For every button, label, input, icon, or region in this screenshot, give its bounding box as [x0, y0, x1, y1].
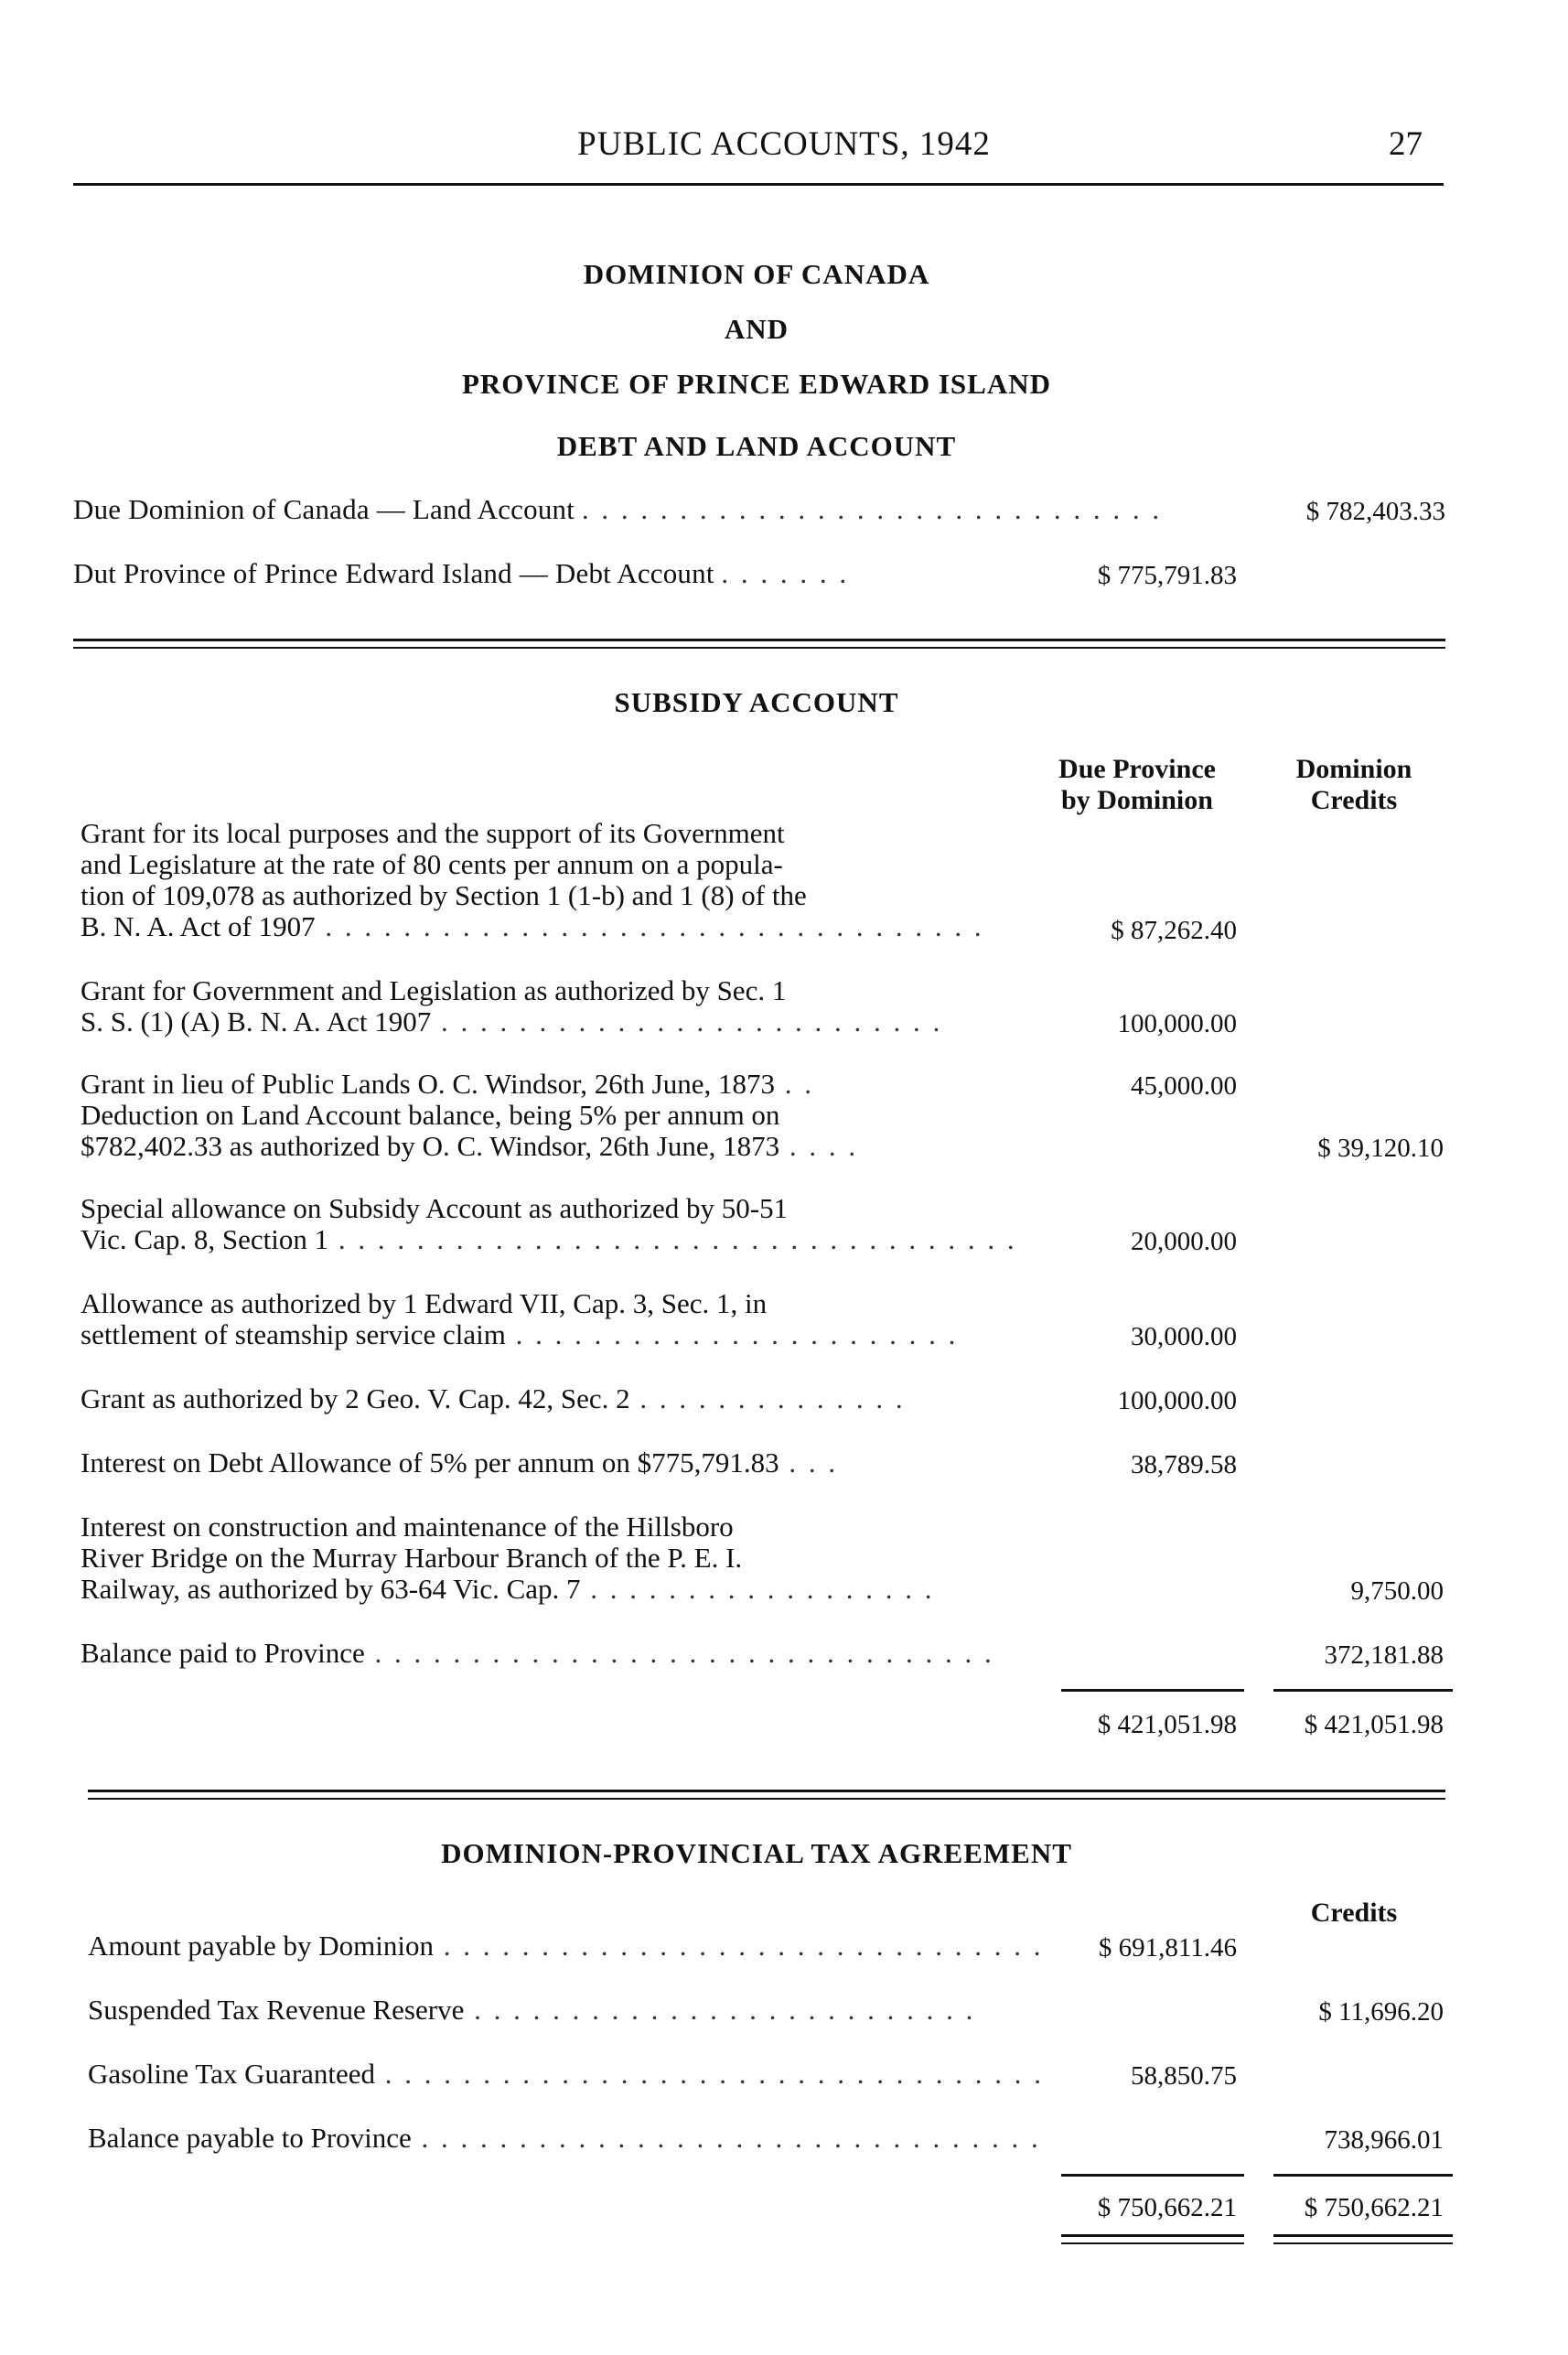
subsidy-due-amount: 45,000.00: [1131, 1071, 1237, 1101]
tax-row-label: Gasoline Tax Guaranteed . . . . . . . . . . . . . . . . . . . . . . . . . . . . . . . . . .: [88, 2058, 1045, 2090]
subsidy-credit-amount: 372,181.88: [1324, 1640, 1444, 1670]
section-heading-debt-land: DEBT AND LAND ACCOUNT: [556, 430, 957, 462]
tax-credit-amount: 738,966.01: [1324, 2125, 1444, 2155]
subsidy-credit-amount: $ 39,120.10: [1317, 1134, 1444, 1163]
subsidy-due-amount: 100,000.00: [1117, 1009, 1237, 1038]
total-double-rule: [1061, 2234, 1244, 2244]
column-header-dominion-credits: Dominion Credits: [1295, 754, 1412, 815]
subsidy-row-description: Balance paid to Province . . . . . . . . . . . . . . . . . . . . . . . . . . . . . . . .: [81, 1637, 994, 1669]
subsidy-credit-amount: 9,750.00: [1350, 1576, 1444, 1606]
subsidy-due-amount: 20,000.00: [1131, 1227, 1237, 1256]
page-number: 27: [1389, 125, 1423, 163]
subsidy-total-due: $ 421,051.98: [1097, 1710, 1237, 1739]
subsidy-row-description: Interest on construction and maintenance of the Hillsboro River Bridge on the Murray Harbour Branch of the P. E. I. Railway, as authorized by 63-64 Vic. Cap. 7 . . . . . . . . . . . . . . . . . .: [81, 1511, 935, 1605]
column-header-credits: Credits: [1310, 1898, 1398, 1928]
subsidy-due-amount: $ 87,262.40: [1111, 916, 1237, 945]
subsidy-row-description: Deduction on Land Account balance, being 5% per annum on $782,402.33 as authorized by O. C. Windsor, 26th June, 1873 . . . .: [81, 1099, 859, 1162]
subsidy-row-description: Allowance as authorized by 1 Edward VII, Cap. 3, Sec. 1, in settlement of steamship service claim . . . . . . . . . . . . . . . . . . . . . . .: [81, 1287, 959, 1350]
total-double-rule: [1273, 2234, 1453, 2244]
header-rule: [73, 183, 1444, 186]
subsidy-heading: SUBSIDY ACCOUNT: [614, 686, 899, 718]
tax-row-label: Balance payable to Province . . . . . . . . . . . . . . . . . . . . . . . . . . . . . . . .: [88, 2122, 1041, 2154]
running-title: PUBLIC ACCOUNTS, 1942: [577, 125, 991, 163]
total-rule: [1273, 1689, 1453, 1692]
debt-row-amount: $ 775,791.83: [1097, 561, 1237, 590]
debt-row-amount: $ 782,403.33: [1305, 497, 1445, 526]
subsidy-row-description: Special allowance on Subsidy Account as authorized by 50-51 Vic. Cap. 8, Section 1 . . . . . . . . . . . . . . . . . . . . . . . . . . . . . . . . . . .: [81, 1192, 1017, 1255]
section-divider: [73, 639, 1445, 649]
column-header-due-province: Due Province by Dominion: [1058, 754, 1216, 815]
subsidy-due-amount: 100,000.00: [1117, 1386, 1237, 1415]
section-heading-province: PROVINCE OF PRINCE EDWARD ISLAND: [461, 368, 1051, 400]
total-rule: [1273, 2174, 1453, 2177]
subsidy-row-description: Interest on Debt Allowance of 5% per annum on $775,791.83 . . .: [81, 1446, 839, 1479]
debt-row-label: Due Dominion of Canada — Land Account . . . . . . . . . . . . . . . . . . . . . . . . . . . . . .: [73, 493, 1163, 525]
tax-total-credit: $ 750,662.21: [1304, 2193, 1444, 2222]
subsidy-row-description: Grant for its local purposes and the support of its Government and Legislature at the rate of 80 cents per annum on a popula- tion of 109,078 as authorized by Section 1 (1-b) and 1 (8) of the B. N. A. Act of 1907 . . . . . . . . . . . . . . . . . . . . . . . . . . . . . . . . . .: [81, 817, 984, 942]
subsidy-total-credit: $ 421,051.98: [1304, 1710, 1444, 1739]
section-heading-dominion: DOMINION OF CANADA: [583, 258, 930, 290]
subsidy-row-description: Grant for Government and Legislation as authorized by Sec. 1 S. S. (1) (A) B. N. A. Act 1907 . . . . . . . . . . . . . . . . . . . . . . . . . .: [81, 974, 943, 1038]
subsidy-row-description: Grant in lieu of Public Lands O. C. Windsor, 26th June, 1873 . .: [81, 1068, 814, 1100]
section-heading-and: AND: [724, 313, 789, 345]
subsidy-row-description: Grant as authorized by 2 Geo. V. Cap. 42, Sec. 2 . . . . . . . . . . . . . .: [81, 1382, 906, 1414]
total-rule: [1061, 2174, 1244, 2177]
tax-row-label: Suspended Tax Revenue Reserve . . . . . . . . . . . . . . . . . . . . . . . . . .: [88, 1994, 976, 2026]
tax-due-amount: 58,850.75: [1131, 2061, 1237, 2091]
subsidy-due-amount: 30,000.00: [1131, 1322, 1237, 1351]
tax-due-amount: $ 691,811.46: [1098, 1933, 1237, 1962]
debt-row-label: Dut Province of Prince Edward Island — Debt Account . . . . . . .: [73, 557, 850, 589]
section-divider: [88, 1790, 1445, 1800]
tax-agreement-heading: DOMINION-PROVINCIAL TAX AGREEMENT: [441, 1837, 1072, 1869]
total-rule: [1061, 1689, 1244, 1692]
tax-row-label: Amount payable by Dominion . . . . . . . . . . . . . . . . . . . . . . . . . . . . . . .: [88, 1930, 1044, 1962]
subsidy-due-amount: 38,789.58: [1131, 1450, 1237, 1479]
tax-total-due: $ 750,662.21: [1097, 2193, 1237, 2222]
tax-credit-amount: $ 11,696.20: [1318, 1997, 1444, 2027]
